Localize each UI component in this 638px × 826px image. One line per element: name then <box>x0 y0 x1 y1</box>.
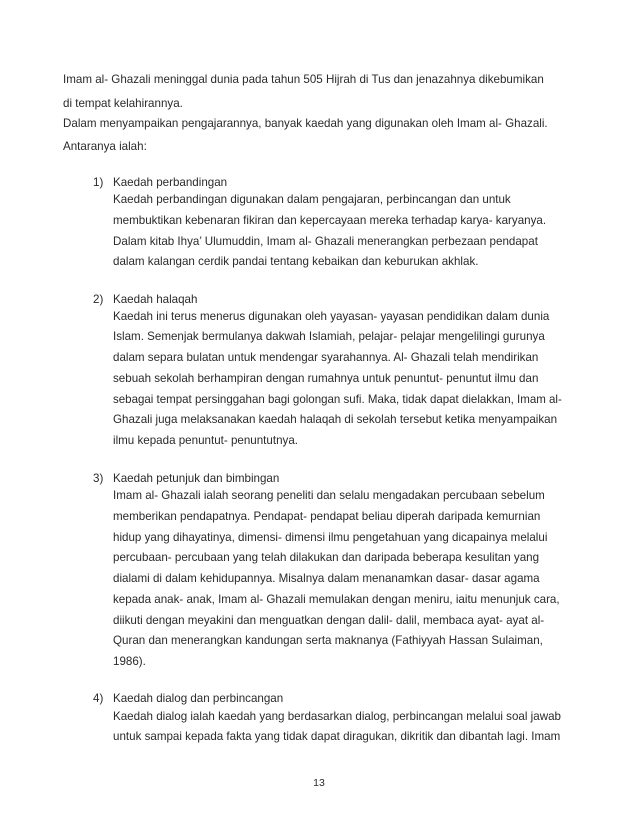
list-item-line: Dalam kitab Ihya’ Ulumuddin, Imam al- Ghazali menerangkan perbezaan pendapat <box>113 235 538 248</box>
list-item-line: hidup yang dihayatinya, dimensi- dimensi ilmu pengetahuan yang dicapainya melalui <box>113 531 548 544</box>
list-item-title: Kaedah dialog dan perbincangan <box>113 692 284 705</box>
list-item-number: 2) <box>93 293 104 306</box>
list-item-number: 3) <box>93 472 104 485</box>
list-item-line: sebagai tempat persinggahan bagi golongan sufi. Maka, tidak dapat dielakkan, Imam al- <box>113 393 562 406</box>
list-item-line: Islam. Semenjak bermulanya dakwah Islamiah, pelajar- pelajar mengelilingi gurunya <box>113 330 545 343</box>
list-item-line: kepada anak- anak, Imam al- Ghazali memulakan dengan meniru, iaitu menunjuk cara, <box>113 593 560 606</box>
intro-line: Antaranya ialah: <box>63 140 147 153</box>
list-item-title: Kaedah perbandingan <box>113 176 228 189</box>
list-item-line: Imam al- Ghazali ialah seorang peneliti dan selalu mengadakan percubaan sebelum <box>113 489 545 502</box>
list-item-line: untuk sampai kepada fakta yang tidak dapat diragukan, dikritik dan dibantah lagi. Imam <box>113 730 561 743</box>
intro-line: Dalam menyampaikan pengajarannya, banyak kaedah yang digunakan oleh Imam al- Ghazali. <box>63 117 548 130</box>
list-item-title: Kaedah halaqah <box>113 293 198 306</box>
list-item-line: dialami di dalam kehidupannya. Misalnya dalam menanamkan dasar- dasar agama <box>113 572 540 585</box>
intro-line: di tempat kelahirannya. <box>63 97 183 110</box>
list-item-line: dalam kalangan cerdik pandai tentang kebaikan dan keburukan akhlak. <box>113 255 479 268</box>
list-item-line: Quran dan menerangkan kandungan serta maknanya (Fathiyyah Hassan Sulaiman, <box>113 634 543 647</box>
list-item-line: memberikan pendapatnya. Pendapat- pendapat beliau diperah daripada kemurnian <box>113 510 541 523</box>
list-item-line: diikuti dengan meyakini dan menguatkan dengan dalil- dalil, membaca ayat- ayat al- <box>113 614 545 627</box>
list-item-number: 1) <box>93 176 104 189</box>
list-item-line: sebuah sekolah berhampiran dengan rumahnya untuk penuntut- penuntut ilmu dan <box>113 372 539 385</box>
list-item-line: 1986). <box>113 655 146 668</box>
intro-line: Imam al- Ghazali meninggal dunia pada tahun 505 Hijrah di Tus dan jenazahnya dikebumikan <box>63 73 544 86</box>
list-item-line: percubaan- percubaan yang telah dilakukan dan daripada beberapa kesulitan yang <box>113 551 540 564</box>
list-item-line: Kaedah perbandingan digunakan dalam pengajaran, perbincangan dan untuk <box>113 193 511 206</box>
list-item-number: 4) <box>93 692 104 705</box>
list-item-line: Kaedah ini terus menerus digunakan oleh yayasan- yayasan pendidikan dalam dunia <box>113 310 550 323</box>
list-item-line: ilmu kepada penuntut- penuntutnya. <box>113 434 298 447</box>
page-number: 13 <box>313 777 325 789</box>
list-item-line: dalam separa bulatan untuk mendengar syarahannya. Al- Ghazali telah mendirikan <box>113 351 539 364</box>
list-item-line: membuktikan kebenaran fikiran dan kepercayaan mereka terhadap karya- karyanya. <box>113 214 547 227</box>
list-item-title: Kaedah petunjuk dan bimbingan <box>113 472 280 485</box>
list-item-line: Ghazali juga melaksanakan kaedah halaqah di sekolah tersebut ketika menyampaikan <box>113 413 558 426</box>
list-item-line: Kaedah dialog ialah kaedah yang berdasarkan dialog, perbincangan melalui soal jawab <box>113 710 561 723</box>
